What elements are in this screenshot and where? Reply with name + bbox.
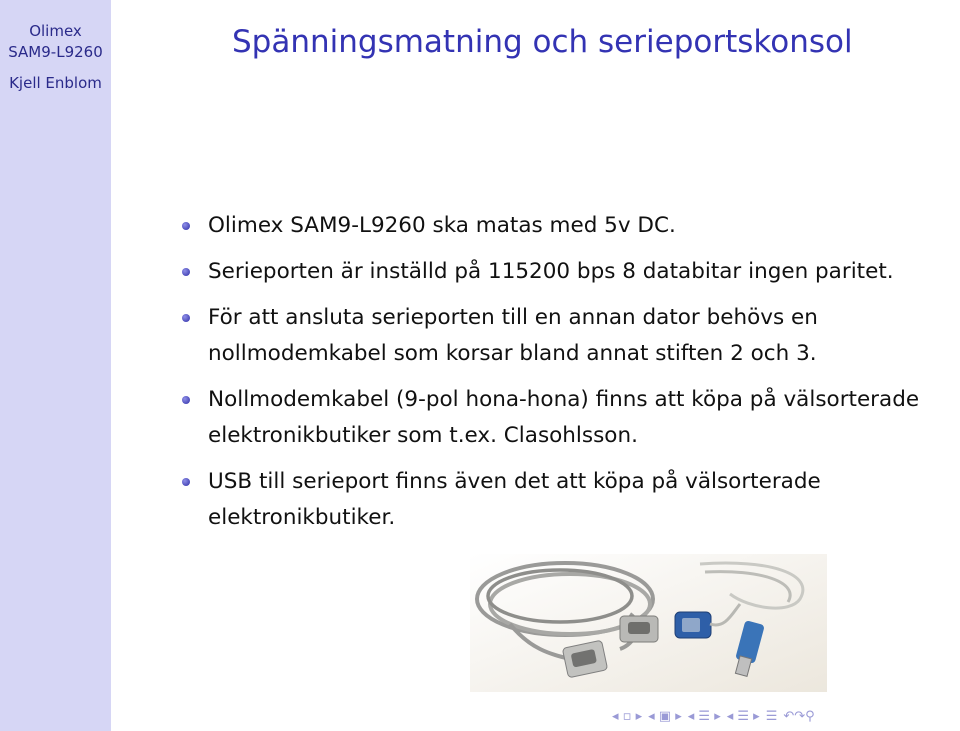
sidebar-title-line2[interactable]: SAM9-L9260 [8, 43, 103, 61]
bullet-item: Olimex SAM9-L9260 ska matas med 5v DC. [168, 208, 928, 244]
bullet-item: USB till serieport finns även det att köpa på välsorterade elektronikbutiker. [168, 464, 928, 536]
bullet-item: Serieporten är inställd på 115200 bps 8 databitar ingen paritet. [168, 254, 928, 290]
nav-next-icon[interactable]: ☰ [765, 708, 778, 724]
nav-first-icon[interactable]: ◂ ▫ ▸ [612, 708, 643, 724]
bullet-item: Nollmodemkabel (9-pol hona-hona) finns att köpa på välsorterade elektronikbutiker som t.ex. Clasohlsson. [168, 382, 928, 454]
cable-photo-illustration [470, 554, 827, 692]
sidebar-title-line1[interactable]: Olimex [29, 22, 82, 40]
nav-frame-icon[interactable]: ◂ ▣ ▸ [648, 708, 682, 724]
nav-search-icon[interactable]: ↶↷⚲ [783, 708, 815, 724]
frame-title: Spänningsmatning och serieportskonsol [232, 24, 853, 60]
cable-photo [470, 554, 827, 692]
nav-section-icon[interactable]: ◂ ☰ ▸ [726, 708, 760, 724]
sidebar-author[interactable]: Kjell Enblom [9, 74, 102, 92]
bullet-list [168, 208, 928, 546]
beamer-navigation [612, 706, 815, 726]
bullet-item: För att ansluta serieporten till en annan dator behövs en nollmodemkabel som korsar bland annat stiften 2 och 3. [168, 300, 928, 372]
nav-subsection-icon[interactable]: ◂ ☰ ▸ [687, 708, 721, 724]
sidebar [0, 0, 111, 731]
